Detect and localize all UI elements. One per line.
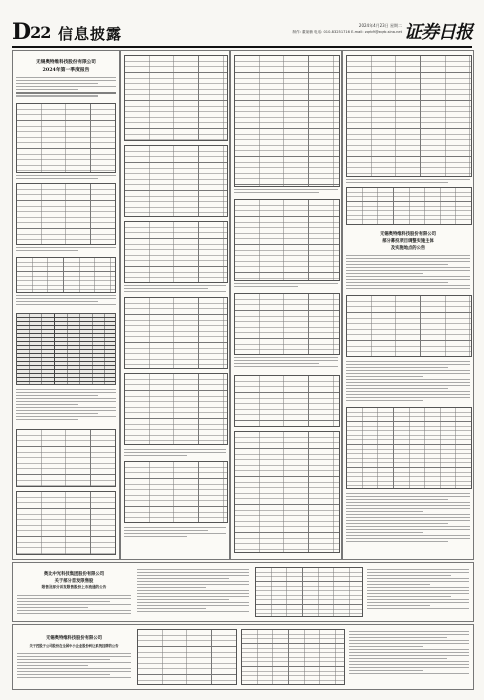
financial-table <box>124 297 228 369</box>
article-title: 关于部分首发限售股 <box>54 579 94 584</box>
article-company: 无锡奥特维科技股份有限公司 <box>380 232 436 237</box>
financial-table <box>234 375 340 427</box>
article-body <box>16 77 116 98</box>
article-project-adjustment <box>342 50 474 560</box>
issue-date: 2024年4月23日 星期二 <box>358 23 402 28</box>
financial-table <box>234 55 340 187</box>
financial-table <box>137 629 237 685</box>
article-subtitle: 及实施地点的公告 <box>390 246 426 251</box>
financial-table <box>346 407 472 489</box>
editor-contact: 制作: 董莱楠 电话: 010-83251716 E-mail: zqrb9@zqrb.sina.net <box>292 30 402 34</box>
article-body <box>346 255 470 291</box>
section-title: 信息披露 <box>58 25 123 43</box>
financial-table <box>346 187 472 225</box>
financial-table <box>255 567 363 617</box>
financial-table <box>234 431 340 553</box>
shareholder-table <box>16 313 116 385</box>
article-title: 2024年第一季度报告 <box>42 67 90 73</box>
financial-table <box>124 461 228 523</box>
financial-table <box>16 491 116 555</box>
financial-table <box>16 183 116 245</box>
page-number: D22 <box>12 19 51 45</box>
article-quarterly-report <box>12 50 120 560</box>
article-continued <box>230 50 342 560</box>
financial-table <box>16 257 116 293</box>
article-company: 无锡奥特维科技股份有限公司 <box>36 60 96 65</box>
newspaper-logo: 证券日报 <box>404 22 472 43</box>
financial-table <box>346 295 472 357</box>
financial-table <box>124 221 228 283</box>
financial-table <box>234 293 340 355</box>
article-title: 部分募投项目调整实施主体 <box>382 239 434 244</box>
article-title: 关于控股子公司股份在全国中小企业股份转让系统挂牌的公告 <box>29 644 119 648</box>
financial-table <box>346 55 472 177</box>
financial-table <box>241 629 345 685</box>
article-continued <box>120 50 230 560</box>
article-neeq-listing <box>12 624 474 690</box>
article-company: 无锡奥特维科技股份有限公司 <box>46 636 102 641</box>
article-company: 奥比中光科技集团股份有限公司 <box>43 572 105 577</box>
financial-table <box>124 55 228 141</box>
financial-table <box>124 373 228 445</box>
article-share-unlock <box>12 562 474 622</box>
article-subtitle: 限售及部分首发限售股份上市流通的公告 <box>41 585 107 589</box>
financial-table <box>124 145 228 217</box>
page-header <box>12 20 472 48</box>
financial-table <box>16 429 116 487</box>
financial-table <box>16 103 116 173</box>
financial-table <box>234 199 340 281</box>
